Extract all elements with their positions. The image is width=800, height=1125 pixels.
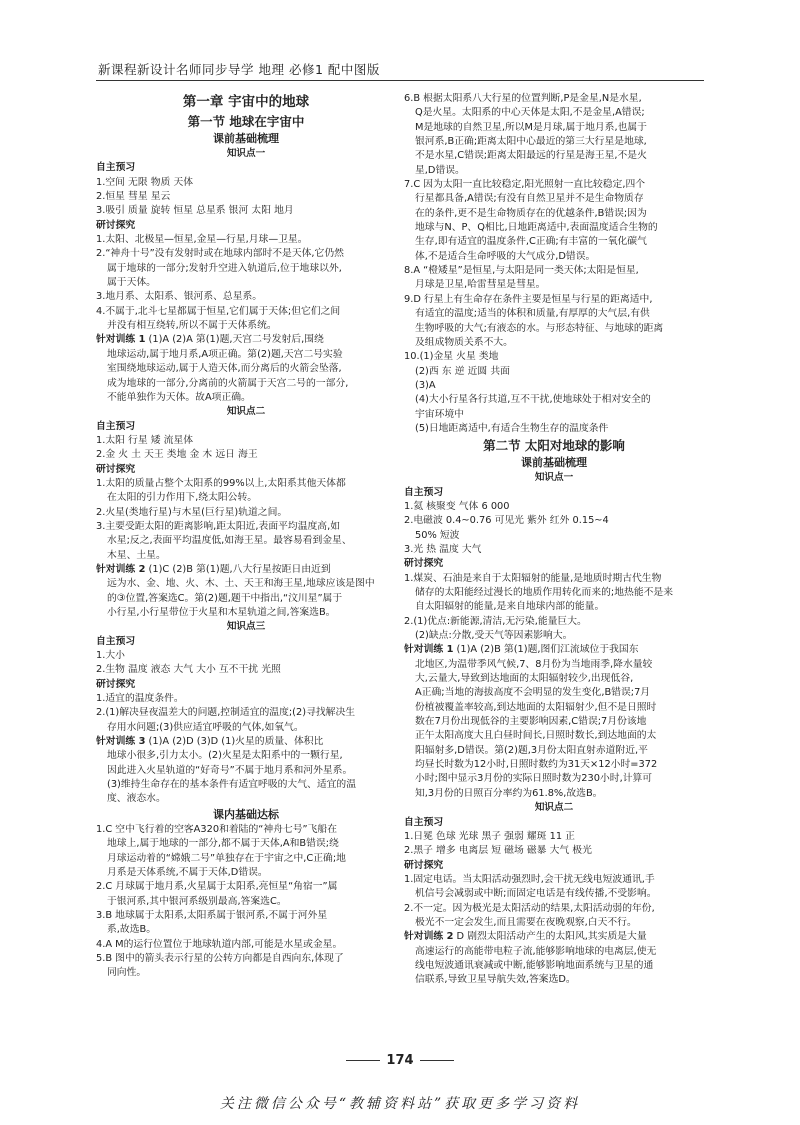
text-line: 信联系,导致卫星导航失效,答案选D。 [415, 974, 576, 986]
text-line [404, 643, 704, 657]
text-line: 2.“神舟十号”没有发射时或在地球内部时不是天体,它仍然 [96, 248, 344, 260]
text-line: 因此进入火星轨道的“好奇号”不属于地月系和河外星系。 [107, 764, 353, 776]
text-line: 2.(1)优点:新能源,清洁,无污染,能量巨大。 [404, 615, 587, 627]
text-line: 2.(1)解决昼夜温差大的问题,控制适宜的温度;(2)寻找解决生 [96, 707, 356, 719]
text-line: 月系是天体系统,不属于天体,D错误。 [107, 866, 268, 878]
text-line: 7.C 因为太阳一直比较稳定,阳光照射一直比较稳定,四个 [404, 179, 646, 191]
text-line: 1.太阳的质量占整个太阳系的99%以上,太阳系其他天体都 [96, 477, 346, 489]
text-line: 3.B 地球属于太阳系,太阳系属于银河系,不属于河外星 [96, 909, 328, 921]
text-line: 同向性。 [107, 967, 147, 979]
right-column [404, 92, 704, 988]
text-line: 线电短波通讯衰减或中断,能够影响地面系统与卫星的通 [415, 959, 654, 971]
text-line: 8.A “橙矮星”是恒星,与太阳是同一类天体;太阳是恒星, [404, 265, 639, 277]
text-line: 地球上,属于地球的一部分,都不属于天体,A和B错误;绕 [107, 838, 339, 850]
text-line: 成为地球的一部分,分离前的火箭属于天宫二号的一部分, [107, 377, 349, 389]
text-line [96, 563, 396, 577]
knowledge-point-heading: 知识点二 [534, 802, 574, 814]
text-line: 均昼长时数为12小时,日照时数约为31天×12小时=372 [415, 759, 658, 771]
text-line: 月球是卫星,哈雷彗星是彗星。 [415, 279, 546, 291]
text-line: 4.不属于,北斗七星都属于恒星,它们属于天体;但它们之间 [96, 305, 341, 317]
text-line: 2.金 火 土 天王 类地 金 木 远日 海王 [96, 449, 258, 461]
text-line: M是地球的自然卫星,所以M是月球,属于地月系,也属于 [415, 121, 647, 133]
text-line: 宇宙环境中 [415, 408, 464, 420]
text-line: 1.空间 无限 物质 天体 [96, 176, 194, 188]
text-line: 5.B 图中的箭头表示行星的公转方向都是自西向东,体现了 [96, 952, 344, 964]
knowledge-point-heading: 知识点三 [226, 621, 266, 633]
text-line: 生物呼吸的大气;有液态的水。与形态特征、与地球的距离 [415, 322, 664, 334]
text-line: 及组成物质关系不大。 [415, 336, 513, 348]
text-line: 系,故选B。 [107, 924, 157, 936]
subsection-heading: 自主预习 [96, 162, 136, 174]
text-line: 2.生物 温度 液态 大气 大小 互不干扰 光照 [96, 664, 281, 676]
text-line: 数在7月份出现低谷的主要影响因素,C错误;7月份该地 [415, 716, 647, 728]
subsection-heading: 研讨探究 [96, 463, 136, 475]
sub-title: 课内基础达标 [213, 807, 279, 821]
text-line: 3.主要受距太阳的距离影响,距太阳近,表面平均温度高,如 [96, 520, 341, 532]
text-line [96, 735, 396, 749]
exercise-text: (1)A (2)A 第(1)题,天宫二号发射后,围绕 [145, 334, 324, 346]
text-line: 1.太阳、北极星—恒星,金星—行星,月球—卫星。 [96, 234, 308, 246]
text-line: 3.吸引 质量 旋转 恒星 总星系 银河 太阳 地月 [96, 205, 294, 217]
text-line: 储存的太阳能经过漫长的地质作用转化而来的;地热能不是来 [415, 587, 674, 598]
text-line: 银河系,B正确;距离太阳中心最近的第三大行星是地球, [415, 136, 647, 148]
text-line: 50% 短波 [415, 529, 460, 541]
text-line: 并没有相互绕转,所以不属于天体系统。 [107, 320, 277, 332]
text-line: 2.火星(类地行星)与木星(巨行星)轨道之间。 [96, 506, 288, 518]
text-line: 知,3月份的日照百分率约为61.8%,故选B。 [415, 787, 603, 799]
text-line: 不是水星,C错误;距离太阳最远的行星是海王星,不是火 [415, 150, 647, 162]
page-number: 174 [386, 1053, 414, 1068]
text-line [96, 333, 396, 347]
text-line: Q是火星。太阳系的中心天体是太阳,不是金星,A错误; [415, 107, 645, 119]
text-line: 存用水问题;(3)供应适宜呼吸的气体,如氧气。 [107, 721, 304, 733]
subsection-heading: 研讨探究 [96, 219, 136, 231]
text-line: (2)西 东 逆 近圆 共面 [415, 365, 510, 377]
text-line: 的③位置,答案选C。第(2)题,题干中指出,“汶川星”属于 [107, 592, 343, 604]
left-column [96, 92, 396, 981]
text-line: 2.不一定。因为极光是太阳活动的结果,太阳活动弱的年份, [404, 902, 655, 914]
text-line: 3.光 热 温度 大气 [404, 543, 482, 555]
exercise-text: D 剧烈太阳活动产生的太阳风,其实质是大量 [453, 931, 647, 943]
exercise-label: 针对训练 2 [96, 563, 146, 575]
text-line: 2.恒星 彗星 星云 [96, 191, 171, 203]
text-line: 体,不是适合生命呼吸的大气成分,D错误。 [415, 250, 596, 262]
text-line: (4)大小行星各行其道,互不干扰,使地球处于相对安全的 [415, 394, 651, 406]
text-line: 属于天体。 [107, 277, 156, 289]
text-line: 于银河系,其中银河系级别最高,答案选C。 [107, 895, 287, 907]
text-line: 在太阳的引力作用下,绕太阳公转。 [107, 492, 258, 504]
text-line: 1.C 空中飞行着的空客A320和着陆的“神舟七号”飞船在 [96, 823, 337, 835]
knowledge-point-heading: 知识点一 [226, 148, 266, 159]
sub-title: 课前基础梳理 [521, 456, 587, 470]
text-line: 度、液态水。 [107, 793, 166, 805]
text-line: 属于地球的一部分;发射升空进入轨道后,位于地球以外, [107, 262, 342, 274]
text-line: 3.地月系、太阳系、银河系、总星系。 [96, 291, 263, 303]
text-line: 1.固定电话。当太阳活动强烈时,会干扰无线电短波通讯,手 [404, 873, 655, 885]
exercise-text: (1)C (2)B 第(1)题,八大行星按距日由近到 [145, 563, 331, 575]
text-line: 6.B 根据太阳系八大行星的位置判断,P是金星,N是水星, [404, 93, 642, 104]
knowledge-point-heading: 知识点二 [226, 406, 266, 418]
text-line: 地球与N、P、Q相比,日地距离适中,表面温度适合生物的 [415, 222, 658, 234]
text-line: 室围绕地球运动,属于人造天体,而分离后的火箭会坠落, [107, 363, 342, 375]
exercise-label: 针对训练 2 [404, 931, 454, 943]
text-line: 小行星,小行星带位于火星和木星轨道之间,答案选B。 [107, 607, 336, 618]
text-line: 水星;反之,表面平均温度低,如海王星。最容易看到金星、 [107, 535, 352, 547]
text-line: 份植被覆盖率较高,到达地面的太阳辐射少,但不是日照时 [415, 701, 657, 713]
text-line: 1.适宜的温度条件。 [96, 693, 184, 705]
text-line: 高速运行的高能带电粒子流,能够影响地球的电离层,使无 [415, 945, 657, 957]
exercise-label: 针对训练 1 [96, 334, 146, 346]
exercise-label: 针对训练 1 [404, 644, 454, 656]
text-line: A正确;当地的海拔高度不会明显的发生变化,B错误;7月 [415, 687, 651, 699]
text-line: 小时;图中显示3月份的实际日照时数为230小时,计算可 [415, 773, 653, 785]
header-divider [96, 80, 704, 81]
text-line: (2)缺点:分散,受天气等因素影响大。 [415, 630, 573, 642]
text-line: 2.黑子 增多 电离层 短 磁场 磁暴 大气 极光 [404, 845, 592, 857]
text-line: 自太阳辐射的能量,是来自地球内部的能量。 [415, 601, 605, 613]
subsection-heading: 研讨探究 [404, 859, 444, 871]
page-number-rule-right [420, 1060, 454, 1061]
text-line: 1.煤炭、石油是来自于太阳辐射的能量,是地质时期古代生物 [404, 572, 662, 584]
text-line: 星,D错误。 [415, 164, 465, 176]
running-header: 新课程新设计名师同步导学 地理 必修1 配中图版 [98, 62, 380, 77]
text-line: 大,云量大,导致到达地面的太阳辐射较少,出现低谷, [415, 673, 634, 685]
text-line: 4.A M的运行位置位于地球轨道内部,可能是水星或金星。 [96, 938, 343, 950]
text-line: (3)维持生命存在的基本条件有适宜呼吸的大气、适宜的温 [107, 779, 357, 791]
text-line: 2.C 月球属于地月系,火星属于太阳系,亮恒星“角宿一”属 [96, 881, 338, 893]
text-line: 1.太阳 行星 矮 流星体 [96, 434, 194, 446]
sub-title: 课前基础梳理 [213, 132, 279, 145]
text-line: 北地区,为温带季风气候,7、8月份为当地雨季,降水量较 [415, 658, 653, 670]
text-line: 有适宜的温度;适当的体积和质量,有厚厚的大气层,有供 [415, 308, 650, 320]
text-line: 在的条件,更不是生命物质存在的优越条件,B错误;因为 [415, 207, 647, 219]
subsection-heading: 研讨探究 [96, 678, 136, 690]
subsection-heading: 自主预习 [404, 816, 444, 828]
exercise-text: (1)A (2)B 第(1)题,图们江流域位于我国东 [453, 644, 639, 656]
exercise-label: 针对训练 3 [96, 736, 146, 748]
section-title: 第二节 太阳对地球的影响 [483, 438, 625, 454]
exercise-text: (1)A (2)D (3)D (1)火星的质量、体积比 [145, 736, 324, 748]
subsection-heading: 自主预习 [404, 486, 444, 498]
text-line: 1.日冕 色球 光球 黑子 强弱 耀斑 11 正 [404, 830, 575, 842]
text-line: 行星都具备,A错误;有没有自然卫星并不是生命物质存 [415, 193, 644, 205]
text-line: 阳辐射多,D错误。第(2)题,3月份太阳直射赤道附近,平 [415, 744, 648, 756]
subsection-heading: 研讨探究 [404, 558, 444, 570]
text-line: 1.氦 核聚变 气体 6 000 [404, 500, 510, 512]
text-line: 地球小很多,引力太小。(2)火星是太阳系中的一颗行星, [107, 750, 343, 762]
knowledge-point-heading: 知识点一 [534, 472, 574, 484]
subsection-heading: 自主预习 [96, 420, 136, 432]
text-line: 10.(1)金星 火星 类地 [404, 351, 499, 363]
text-line: 木星、土星。 [107, 549, 166, 561]
page-number-rule-left [346, 1060, 380, 1061]
page-number-area [0, 1053, 800, 1068]
text-line: 生存,即有适宜的温度条件,C正确;有丰富的一氧化碳气 [415, 236, 647, 248]
text-line: 远为水、金、地、火、木、土、天王和海王星,地球应该是图中 [107, 578, 375, 590]
text-line: 9.D 行星上有生命存在条件主要是恒星与行星的距离适中, [404, 293, 653, 305]
text-line: 2.电磁波 0.4~0.76 可见光 紫外 红外 0.15~4 [404, 515, 609, 527]
chapter-title: 第一章 宇宙中的地球 [182, 94, 310, 110]
text-line: (5)日地距离适中,有适合生物生存的温度条件 [415, 422, 609, 434]
text-line: 机信号会减弱或中断;而固定电话是有线传播,不受影响。 [415, 888, 657, 900]
text-line: 正午太阳高度大且白昼时间长,日照时数长,到达地面的太 [415, 730, 657, 742]
text-line: 1.大小 [96, 650, 125, 662]
text-line: 月球运动着的“嫦娥二号”单独存在于宇宙之中,C正确;地 [107, 852, 346, 864]
text-line: 不能单独作为天体。故A项正确。 [107, 391, 251, 403]
subsection-heading: 自主预习 [96, 635, 136, 647]
section-title: 第一节 地球在宇宙中 [187, 114, 305, 129]
handwritten-footer-note: 关注微信公众号“教辅资料站”获取更多学习资料 [219, 1096, 581, 1112]
text-line [404, 930, 704, 944]
text-line: 极光不一定会发生,而且需要在夜晚观察,白天不行。 [415, 916, 637, 928]
text-line: (3)A [415, 379, 436, 391]
text-line: 地球运动,属于地月系,A项正确。第(2)题,天宫二号实验 [107, 348, 343, 360]
